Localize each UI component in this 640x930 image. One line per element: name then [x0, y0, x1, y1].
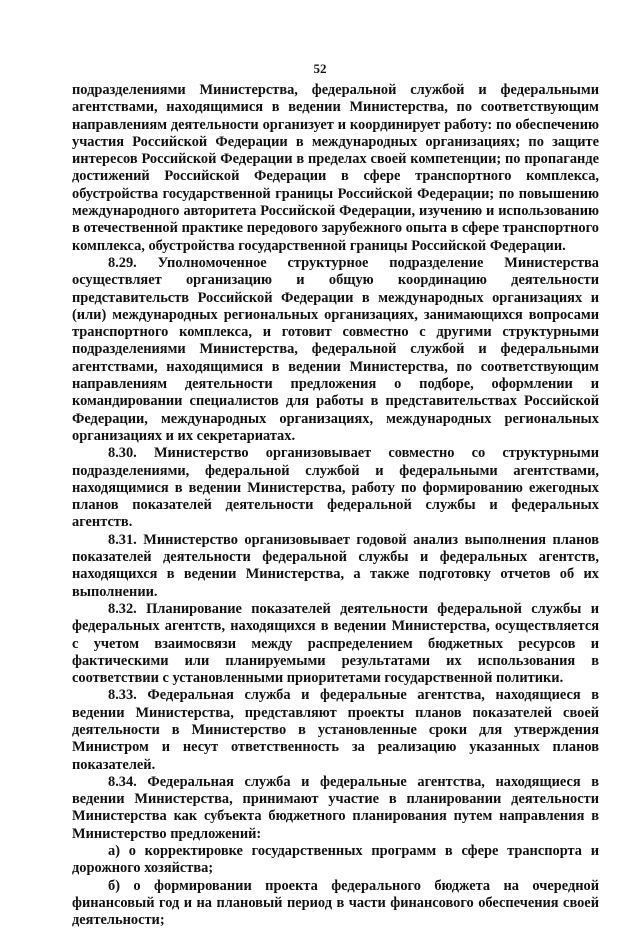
- paragraph-8-32: 8.32. Планирование показателей деятельности федеральной службы и федеральных агентств, находящихся в ведении Министерства, осуществляется с учетом взаимосвязи между распределением бюджетных ресурсов и фактическими или планируемыми результатами их использования в соответствии с установленными приоритетами государственной политики.: [72, 600, 599, 687]
- paragraph-8-33: 8.33. Федеральная служба и федеральные агентства, находящиеся в ведении Министерства, представляют проекты планов показателей своей деятельности в Министерство в установленные сроки для утверждения Министром и несут ответственность за реализацию указанных планов показателей.: [72, 687, 599, 773]
- list-item-a: а) о корректировке государственных программ в сфере транспорта и дорожного хозяйства;: [72, 843, 599, 877]
- paragraph-8-31: 8.31. Министерство организовывает годовой анализ выполнения планов показателей деятельности федеральной службы и федеральных агентств, находящихся в ведении Министерства, а также подготовку отчетов об их выполнении.: [72, 531, 599, 600]
- list-item-b: б) о формировании проекта федерального бюджета на очередной финансовый год и на плановый период в части финансового обеспечения своей деятельности;: [72, 877, 599, 929]
- paragraph-continuation: подразделениями Министерства, федеральной службой и федеральными агентствами, находящимися в ведении Министерства, по соответствующим направлениям деятельности организует и координирует работу: по обеспечению участия Российской Федерации в международных организациях; по защите интересов Российской Федерации в пределах своей компетенции; по пропаганде достижений Российской Федерации в сфере транспортного комплекса, обустройства государственной границы Российской Федерации; по повышению международного авторитета Российской Федерации, изучению и использованию в отечественной практике передового зарубежного опыта в сфере транспортного комплекса, обустройства государственной границы Российской Федерации.: [72, 82, 599, 254]
- page-number: 52: [313, 61, 327, 76]
- paragraph-8-29: 8.29. Уполномоченное структурное подразделение Министерства осуществляет организацию и общую координацию деятельности представительств Российской Федерации в международных организациях и (или) международных региональных организациях, занимающихся вопросами транспортного комплекса, и готовит совместно с другими структурными подразделениями Министерства, федеральной службой и федеральными агентствами, находящимися в ведении Министерства, по соответствующим направлениям деятельности предложения о подборе, оформлении и командировании специалистов для работы в представительствах Российской Федерации, международных организациях, международных региональных организациях и их секретариатах.: [72, 254, 599, 444]
- document-body: [72, 82, 599, 930]
- paragraph-8-34: 8.34. Федеральная служба и федеральные агентства, находящиеся в ведении Министерства, принимают участие в планировании деятельности Министерства как субъекта бюджетного планирования путем направления в Министерство предложений:: [72, 773, 599, 842]
- paragraph-8-30: 8.30. Министерство организовывает совместно со структурными подразделениями, федеральной службой и федеральными агентствами, находящимися в ведении Министерства, работу по формированию ежегодных планов показателей деятельности федеральной службы и федеральных агентств.: [72, 445, 599, 531]
